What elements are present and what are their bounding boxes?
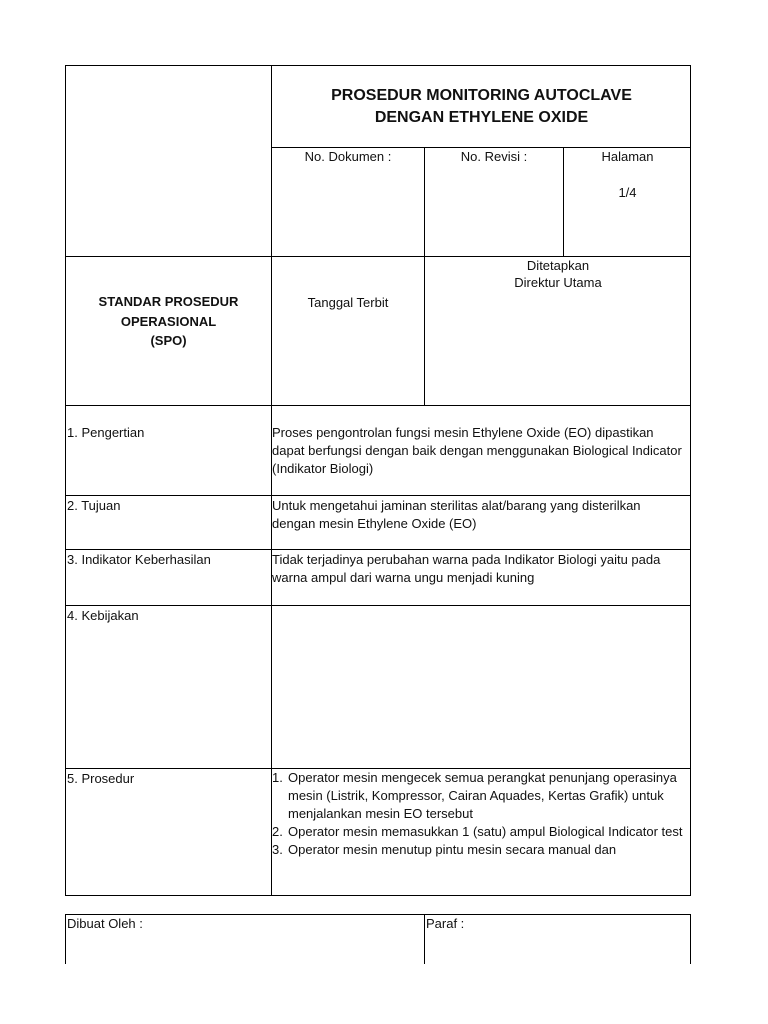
- prosedur-label: 5. Prosedur: [67, 771, 135, 786]
- prosedur-item-number: 2.: [272, 824, 283, 839]
- spo-line1: STANDAR PROSEDUR: [98, 294, 239, 309]
- tujuan-label: 2. Tujuan: [67, 498, 121, 513]
- document-title-line1: PROSEDUR MONITORING AUTOCLAVE: [331, 87, 632, 104]
- paraf-label: Paraf :: [426, 916, 465, 931]
- prosedur-item-text: Operator mesin memasukkan 1 (satu) ampul Biological Indicator test: [288, 824, 683, 839]
- prosedur-item-number: 3.: [272, 842, 283, 857]
- tanggal-terbit-label: Tanggal Terbit: [307, 295, 389, 310]
- prosedur-item: [272, 769, 687, 823]
- prosedur-item-text: Operator mesin mengecek semua perangkat penunjang operasinya mesin (Listrik, Kompressor, Cairan Aquades, Kertas Grafik) untuk menjalankan mesin EO tersebut: [288, 770, 677, 821]
- prosedur-item: [272, 841, 687, 859]
- no-dokumen-label: No. Dokumen :: [304, 149, 392, 164]
- divider: [424, 914, 425, 964]
- indikator-text: Tidak terjadinya perubahan warna pada Indikator Biologi yaitu pada warna ampul dari warna ungu menjadi kuning: [272, 552, 661, 585]
- dibuat-oleh-label: Dibuat Oleh :: [67, 916, 143, 931]
- ditetapkan-label: Ditetapkan: [526, 258, 590, 273]
- pengertian-text: Proses pengontrolan fungsi mesin Ethylene Oxide (EO) dipastikan dapat berfungsi dengan baik dengan menggunakan Biological Indicator (Indikator Biologi): [272, 425, 682, 476]
- pengertian-label: 1. Pengertian: [67, 425, 145, 440]
- divider: [65, 549, 691, 550]
- signature-footer: [65, 914, 691, 964]
- halaman-value: 1/4: [618, 185, 637, 200]
- spo-line2: OPERASIONAL: [120, 314, 217, 329]
- direktur-label: Direktur Utama: [514, 275, 602, 290]
- tujuan-text: Untuk mengetahui jaminan sterilitas alat/barang yang disterilkan dengan mesin Ethylene Oxide (EO): [272, 498, 641, 531]
- document-title-line2: DENGAN ETHYLENE OXIDE: [374, 109, 589, 126]
- divider: [65, 405, 691, 406]
- no-revisi-label: No. Revisi :: [460, 149, 528, 164]
- indikator-label: 3. Indikator Keberhasilan: [67, 552, 211, 567]
- prosedur-item-text: Operator mesin menutup pintu mesin secara manual dan: [288, 842, 617, 857]
- halaman-label: Halaman: [601, 149, 654, 164]
- prosedur-list: [272, 769, 687, 859]
- divider: [65, 495, 691, 496]
- prosedur-item: [272, 823, 687, 841]
- divider: [65, 605, 691, 606]
- prosedur-item-number: 1.: [272, 770, 283, 785]
- spo-line3: (SPO): [150, 333, 187, 348]
- kebijakan-label: 4. Kebijakan: [67, 608, 139, 623]
